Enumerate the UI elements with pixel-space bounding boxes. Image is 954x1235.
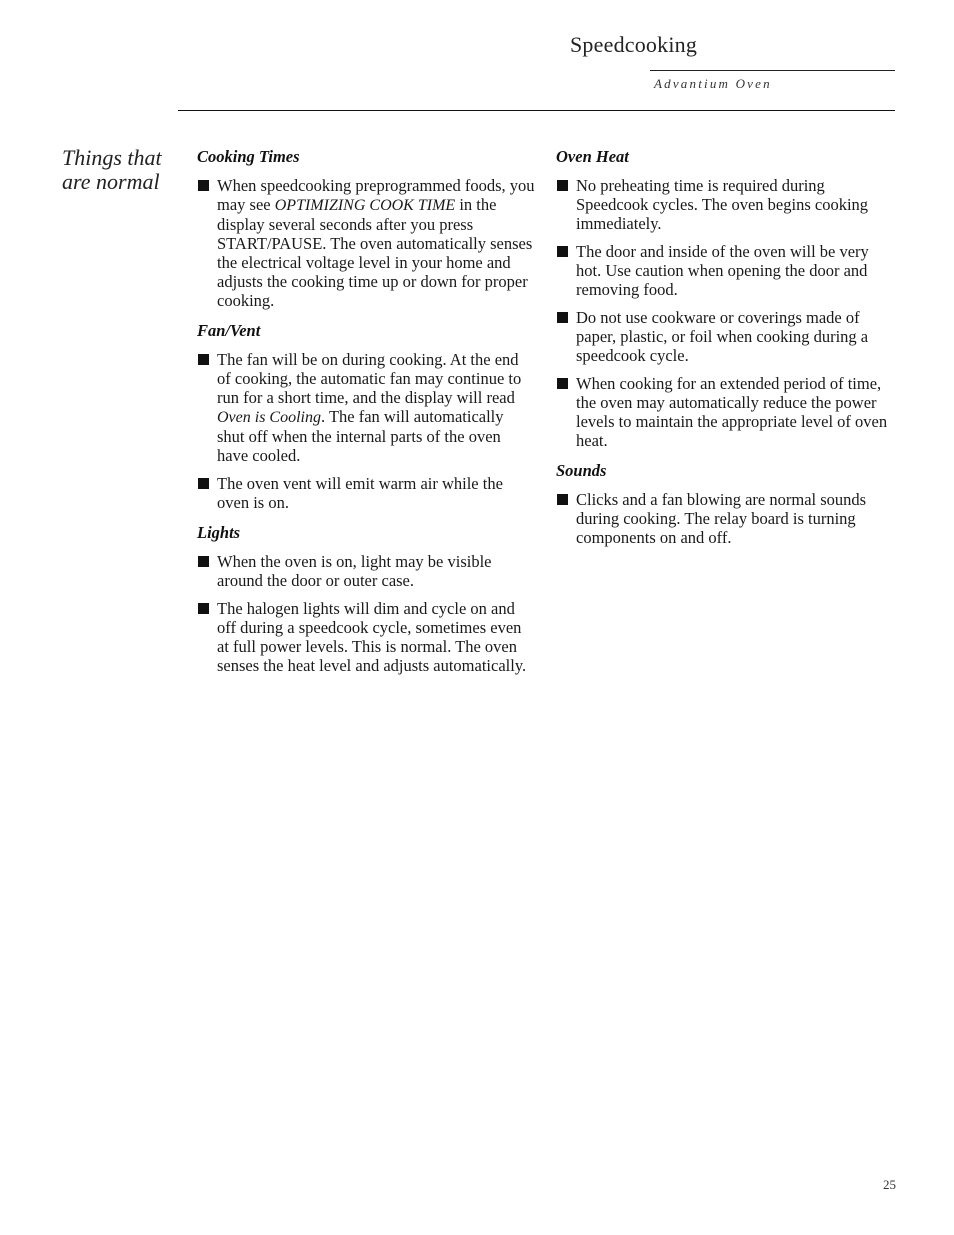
page-subtitle: Advantium Oven: [654, 76, 772, 91]
list-item: [197, 599, 535, 675]
square-bullet-icon: [557, 312, 568, 323]
side-heading: Things that are normal: [62, 145, 162, 194]
list-item: [197, 474, 535, 512]
item-text: The oven vent will emit warm air while the oven is on.: [217, 474, 503, 512]
list-item: [556, 490, 891, 547]
square-bullet-icon: [198, 556, 209, 567]
section-cooking-times: [197, 147, 535, 310]
square-bullet-icon: [557, 494, 568, 505]
item-text: . The fan will automatically shut off when the internal parts of the oven have cooled.: [217, 407, 504, 465]
list-item: [556, 176, 891, 233]
section-title: Cooking Times: [197, 147, 300, 166]
item-text: When cooking for an extended period of time, the oven may automatically reduce the power levels to maintain the appropriate level of oven heat.: [576, 374, 888, 450]
section-title: Lights: [197, 523, 241, 542]
display-message-text: OPTIMIZING COOK TIME: [274, 197, 456, 214]
item-text: The door and inside of the oven will be very hot. Use caution when opening the door and removing food.: [576, 242, 869, 299]
list-item: [556, 242, 891, 299]
item-text: The fan will be on during cooking. At the end of cooking, the automatic fan may continue to run for a short time, and the display will read: [217, 350, 522, 407]
item-text: When the oven is on, light may be visible around the door or outer case.: [217, 552, 492, 590]
subtitle-rule: [650, 70, 895, 71]
list-item: [197, 350, 535, 465]
list-item: [556, 308, 891, 365]
section-lights: [197, 523, 535, 675]
left-column: [197, 147, 535, 686]
item-text: The halogen lights will dim and cycle on and off during a speedcook cycle, sometimes even at full power levels. This is normal. The oven senses the heat level and adjusts automatically.: [217, 599, 527, 675]
item-text: When speedcooking preprogrammed foods, you may see: [217, 176, 535, 214]
section-sounds: [556, 461, 891, 547]
page-title: Speedcooking: [570, 32, 698, 57]
list-item: [556, 374, 891, 450]
item-text: No preheating time is required during Speedcook cycles. The oven begins cooking immediately.: [576, 176, 869, 233]
square-bullet-icon: [198, 603, 209, 614]
square-bullet-icon: [198, 478, 209, 489]
square-bullet-icon: [557, 180, 568, 191]
section-title: Oven Heat: [556, 147, 629, 166]
header-rule: [178, 110, 895, 111]
section-fan-vent: [197, 321, 535, 512]
list-item: [197, 552, 535, 590]
item-text: Clicks and a fan blowing are normal sounds during cooking. The relay board is turning components on and off.: [576, 490, 867, 547]
display-message-text: Oven is Cooling: [217, 409, 321, 426]
section-title: Sounds: [556, 461, 607, 480]
right-column: [556, 147, 891, 558]
list-item: [197, 176, 535, 310]
square-bullet-icon: [198, 354, 209, 365]
page-number: 25: [883, 1177, 896, 1192]
section-title: Fan/Vent: [197, 321, 261, 340]
square-bullet-icon: [557, 378, 568, 389]
square-bullet-icon: [557, 246, 568, 257]
item-text: in the display several seconds after you press START/PAUSE. The oven automatically senses the electrical voltage level in your home and adjusts the cooking time up or down for proper cooking.: [217, 195, 533, 310]
item-text: Do not use cookware or coverings made of paper, plastic, or foil when cooking during a speedcook cycle.: [576, 308, 869, 365]
square-bullet-icon: [198, 180, 209, 191]
section-oven-heat: [556, 147, 891, 450]
